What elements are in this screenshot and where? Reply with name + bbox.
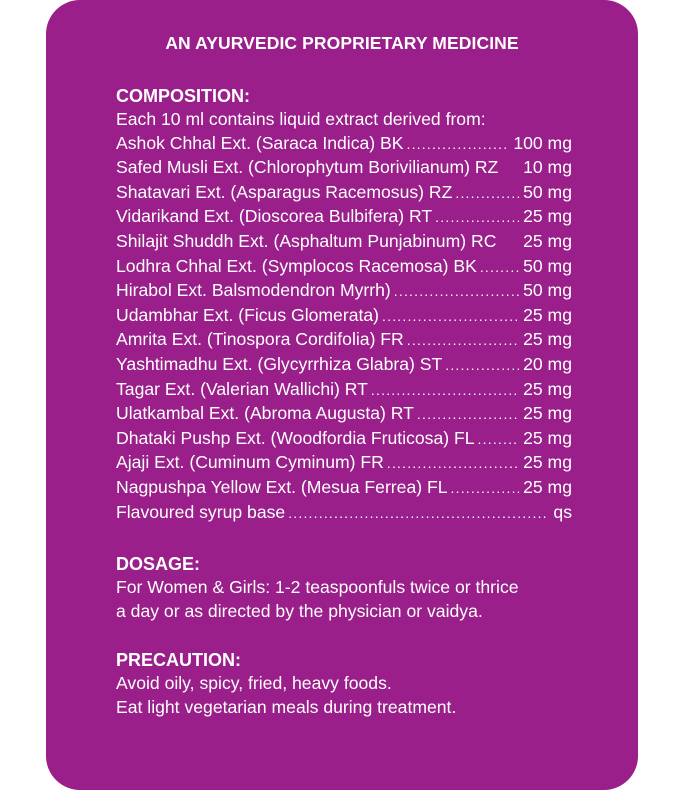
composition-row: [116, 255, 572, 280]
ingredient-name: Safed Musli Ext. (Chlorophytum Borivilianum) RZ: [116, 157, 499, 178]
ingredient-name: Ulatkambal Ext. (Abroma Augusta) RT: [116, 403, 414, 424]
composition-row: [116, 353, 572, 378]
ingredient-name: Tagar Ext. (Valerian Wallichi) RT: [116, 378, 368, 399]
dot-leader: [382, 305, 519, 329]
ingredient-name: Udambhar Ext. (Ficus Glomerata): [116, 304, 380, 325]
ingredient-quantity: 10 mg: [523, 157, 572, 178]
ingredient-quantity: 25 mg: [523, 476, 572, 497]
dot-leader: [394, 280, 519, 304]
dot-leader: [407, 329, 519, 353]
ingredient-quantity: 25 mg: [523, 206, 572, 227]
ingredient-name: Dhataki Pushp Ext. (Woodfordia Fruticosa) FL: [116, 427, 475, 448]
composition-row: [116, 230, 572, 255]
ingredient-name: Shatavari Ext. (Asparagus Racemosus) RZ: [116, 181, 453, 202]
composition-title: COMPOSITION:: [116, 86, 250, 106]
composition-row: [116, 476, 572, 501]
ingredient-name: Flavoured syrup base: [116, 501, 286, 522]
ingredient-quantity: 50 mg: [523, 280, 572, 301]
ingredient-quantity: 25 mg: [523, 452, 572, 473]
label-heading: AN AYURVEDIC PROPRIETARY MEDICINE: [165, 33, 519, 53]
ingredient-name: Ashok Chhal Ext. (Saraca Indica) BK: [116, 132, 404, 153]
label-content: [116, 85, 572, 719]
dosage-title: DOSAGE:: [116, 554, 201, 575]
composition-row: [116, 328, 572, 353]
composition-row: [116, 205, 572, 230]
dot-leader: [455, 182, 519, 206]
composition-row: [116, 402, 572, 427]
ingredient-name: Lodhra Chhal Ext. (Symplocos Racemosa) BK: [116, 255, 477, 276]
dosage-line: For Women & Girls: 1-2 teaspoonfuls twice or thrice: [116, 577, 519, 598]
composition-row: [116, 156, 572, 181]
dot-leader: [435, 206, 519, 230]
dot-leader: [407, 133, 510, 157]
ingredient-quantity: 25 mg: [523, 230, 572, 251]
composition-row: [116, 427, 572, 452]
composition-row: [116, 378, 572, 403]
dot-leader: [445, 354, 519, 378]
ingredient-quantity: 25 mg: [523, 427, 572, 448]
ingredient-quantity: 20 mg: [523, 353, 572, 374]
precaution-line: Eat light vegetarian meals during treatment.: [116, 696, 457, 717]
ingredient-quantity: 50 mg: [523, 181, 572, 202]
dot-leader: [387, 452, 519, 476]
ingredient-quantity: 25 mg: [523, 378, 572, 399]
dot-leader: [371, 379, 519, 403]
precaution-title: PRECAUTION:: [116, 650, 241, 671]
ingredient-name: Yashtimadhu Ext. (Glycyrrhiza Glabra) ST: [116, 353, 443, 374]
ingredient-name: Nagpushpa Yellow Ext. (Mesua Ferrea) FL: [116, 476, 448, 497]
composition-row: [116, 501, 572, 526]
ingredient-name: Hirabol Ext. Balsmodendron Myrrh): [116, 280, 391, 301]
dot-leader: [417, 403, 519, 427]
composition-row: [116, 304, 572, 329]
ingredient-quantity: 25 mg: [523, 403, 572, 424]
composition-intro: Each 10 ml contains liquid extract derived from:: [116, 109, 486, 129]
composition-row: [116, 451, 572, 476]
precaution-line: Avoid oily, spicy, fried, heavy foods.: [116, 673, 392, 694]
ingredient-name: Ajaji Ext. (Cuminum Cyminum) FR: [116, 452, 384, 473]
ingredient-name: Shilajit Shuddh Ext. (Asphaltum Punjabinum) RC: [116, 230, 497, 251]
dosage-line: a day or as directed by the physician or vaidya.: [116, 600, 483, 621]
composition-row: [116, 279, 572, 304]
label-card: [46, 0, 638, 790]
ingredient-quantity: 50 mg: [523, 255, 572, 276]
dot-leader: [288, 502, 549, 526]
ingredient-quantity: 25 mg: [523, 329, 572, 350]
ingredient-name: Vidarikand Ext. (Dioscorea Bulbifera) RT: [116, 206, 433, 227]
composition-list: [116, 132, 572, 526]
composition-row: [116, 181, 572, 206]
dot-leader: [451, 477, 520, 501]
ingredient-quantity: 25 mg: [523, 304, 572, 325]
ingredient-quantity: 100 mg: [513, 132, 572, 153]
ingredient-name: Amrita Ext. (Tinospora Cordifolia) FR: [116, 329, 404, 350]
dot-leader: [478, 428, 520, 452]
composition-row: [116, 132, 572, 157]
ingredient-quantity: qs: [553, 501, 572, 522]
dot-leader: [480, 256, 519, 280]
